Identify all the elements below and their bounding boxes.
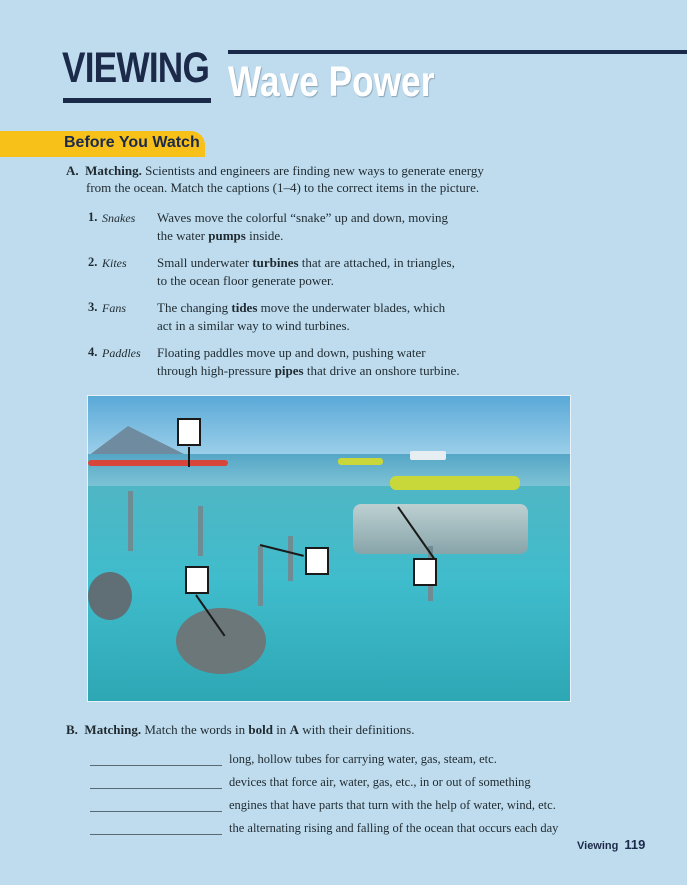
paddle-rig [353,504,528,554]
definition: the alternating rising and falling of the ocean that occurs each day [229,821,559,835]
snake-device [88,460,228,466]
item-number: 1. [88,210,98,224]
page-title: Wave Power [228,58,435,106]
page-number: 119 [624,837,646,852]
kite-pole [288,536,293,581]
definition: engines that have parts that turn with the help of water, wind, etc. [229,798,556,812]
kite-pole [128,491,133,551]
answer-blank[interactable] [90,751,222,766]
item-number: 2. [88,255,98,269]
answer-box[interactable] [413,558,437,586]
fan-turbine [88,572,132,620]
answer-box[interactable] [185,566,209,594]
boat [410,451,446,460]
pointer-line [188,447,190,467]
paddle-float [390,476,520,490]
section-label-underline [63,98,211,103]
snake-device [338,458,383,465]
fan-turbine [176,608,266,674]
answer-blank[interactable] [90,820,222,835]
definition: long, hollow tubes for carrying water, gas, steam, etc. [229,752,497,766]
part-a-instructions: A. Matching. Scientists and engineers are finding new ways to generate energy [66,163,484,178]
item-word: Fans [102,301,126,315]
item-word: Snakes [102,211,136,225]
wave-power-illustration [87,395,571,702]
answer-blank[interactable] [90,774,222,789]
definition: devices that force air, water, gas, etc., in or out of something [229,775,531,789]
item-word: Kites [102,256,127,270]
footer-label: Viewing [577,840,619,852]
answer-box[interactable] [305,547,329,575]
item-caption: Floating paddles move up and down, pushing water through high-pressure pipes that drive an onshore turbine. [157,345,460,378]
item-caption: Waves move the colorful “snake” up and down, moving the water pumps inside. [157,210,449,243]
part-a-instructions-line2: from the ocean. Match the captions (1–4) to the correct items in the picture. [86,180,480,195]
kite-pole [258,546,263,606]
item-number: 3. [88,300,98,314]
answer-box[interactable] [177,418,201,446]
mountain [88,426,188,456]
item-caption: Small underwater turbines that are attached, in triangles, to the ocean floor generate power. [157,255,455,288]
section-banner-title: Before You Watch [64,134,200,151]
section-label: VIEWING [62,44,210,92]
section-banner [0,131,205,157]
item-number: 4. [88,345,98,359]
item-caption: The changing tides move the underwater blades, which act in a similar way to wind turbines. [157,300,446,333]
item-word: Paddles [102,346,141,360]
page-footer [577,837,645,852]
kite-pole [198,506,203,556]
answer-blank[interactable] [90,797,222,812]
part-b-instructions: B. Matching. Match the words in bold in A with their definitions. [66,722,415,737]
header-rule [228,50,687,54]
